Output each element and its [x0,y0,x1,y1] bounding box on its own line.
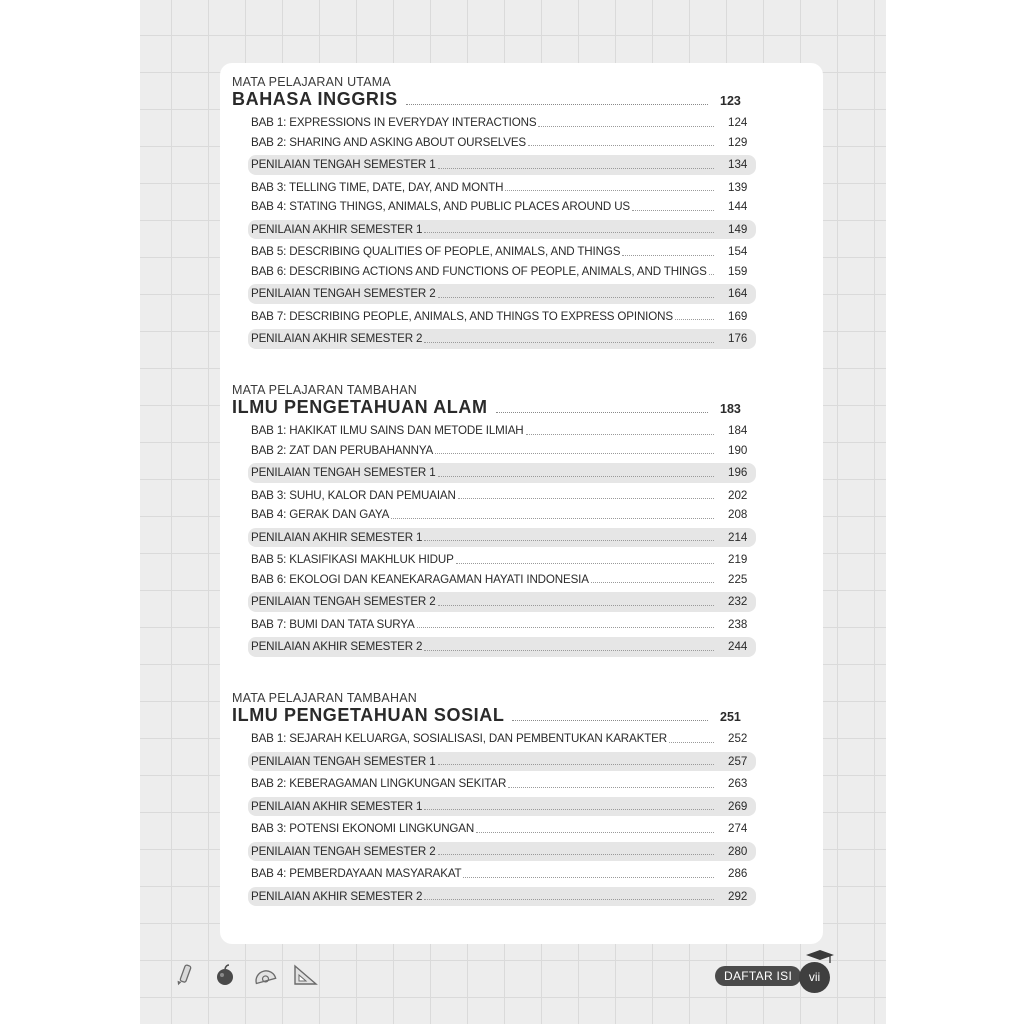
entry-title: PENILAIAN TENGAH SEMESTER 2 [251,844,436,858]
entry-page-number: 292 [728,889,748,903]
entry-title: BAB 2: ZAT DAN PERUBAHANNYA [251,443,434,457]
entry-title: BAB 1: EXPRESSIONS IN EVERYDAY INTERACTIONS [251,116,537,130]
entry-page-number: 202 [728,488,748,502]
toc-entry-chapter[interactable] [248,864,756,884]
dot-leader [632,210,714,211]
entry-title: BAB 6: DESCRIBING ACTIONS AND FUNCTIONS OF PEOPLE, ANIMALS, AND THINGS [251,264,707,278]
entry-title: BAB 7: DESCRIBING PEOPLE, ANIMALS, AND THINGS TO EXPRESS OPINIONS [251,309,673,323]
toc-entry-assessment[interactable] [248,329,756,349]
entry-title: PENILAIAN TENGAH SEMESTER 2 [251,287,436,301]
entry-title: PENILAIAN AKHIR SEMESTER 2 [251,889,423,903]
entry-title: BAB 3: TELLING TIME, DATE, DAY, AND MONTH [251,180,504,194]
protractor-icon [252,962,278,988]
entry-title: PENILAIAN TENGAH SEMESTER 2 [251,595,436,609]
dot-leader [508,787,714,788]
dot-leader [438,605,714,606]
section-heading [232,705,748,725]
entry-page-number: 124 [728,116,748,130]
toc-entry-chapter[interactable] [248,262,756,282]
toc-entry-assessment[interactable] [248,220,756,240]
entry-title: PENILAIAN TENGAH SEMESTER 1 [251,466,436,480]
dot-leader [424,809,714,810]
footer-label: DAFTAR ISI [715,966,801,986]
dot-leader [406,104,708,105]
entry-title: PENILAIAN AKHIR SEMESTER 1 [251,222,423,236]
toc-entry-chapter[interactable] [248,421,756,441]
entry-page-number: 280 [728,844,748,858]
entry-title: BAB 2: SHARING AND ASKING ABOUT OURSELVES [251,135,526,149]
entry-page-number: 159 [728,264,748,278]
dot-leader [458,498,714,499]
entry-page-number: 238 [728,617,748,631]
entry-page-number: 225 [728,572,748,586]
apple-icon [212,962,238,988]
toc-section [232,75,748,352]
dot-leader [391,518,714,519]
entry-page-number: 190 [728,443,748,457]
dot-leader [512,720,708,721]
dot-leader [438,297,714,298]
toc-entry-chapter[interactable] [248,570,756,590]
toc-entry-chapter[interactable] [248,505,756,525]
entry-page-number: 149 [728,222,748,236]
dot-leader [591,582,714,583]
dot-leader [675,319,714,320]
dot-leader [424,540,714,541]
entry-title: BAB 4: PEMBERDAYAAN MASYARAKAT [251,867,462,881]
set-square-icon [292,962,318,988]
dot-leader [424,650,714,651]
entry-title: PENILAIAN TENGAH SEMESTER 1 [251,158,436,172]
dot-leader [476,832,714,833]
dot-leader [456,563,714,564]
entry-title: PENILAIAN AKHIR SEMESTER 1 [251,799,423,813]
entry-title: BAB 5: KLASIFIKASI MAKHLUK HIDUP [251,553,454,567]
entry-page-number: 269 [728,799,748,813]
toc-entry-chapter[interactable] [248,729,756,749]
dot-leader [417,627,714,628]
toc-section [232,383,748,660]
entry-title: PENILAIAN AKHIR SEMESTER 1 [251,530,423,544]
entry-page-number: 274 [728,822,748,836]
toc-entry-chapter[interactable] [248,113,756,133]
toc-entry-assessment[interactable] [248,592,756,612]
toc-entry-chapter[interactable] [248,242,756,262]
entry-title: PENILAIAN AKHIR SEMESTER 2 [251,640,423,654]
toc-entry-assessment[interactable] [248,887,756,907]
toc-entry-chapter[interactable] [248,550,756,570]
dot-leader [438,168,714,169]
entry-page-number: 286 [728,867,748,881]
toc-section [232,691,748,909]
entry-page-number: 176 [728,332,748,346]
dot-leader [424,232,714,233]
section-title: BAHASA INGGRIS [232,89,398,109]
toc-entry-chapter[interactable] [248,819,756,839]
dot-leader [435,453,714,454]
toc-entry-assessment[interactable] [248,463,756,483]
entry-title: BAB 4: STATING THINGS, ANIMALS, AND PUBLIC PLACES AROUND US [251,200,630,214]
toc-entry-assessment[interactable] [248,842,756,862]
entry-title: BAB 6: EKOLOGI DAN KEANEKARAGAMAN HAYATI INDONESIA [251,572,589,586]
dot-leader [709,274,714,275]
entry-page-number: 232 [728,595,748,609]
entry-title: BAB 4: GERAK DAN GAYA [251,508,390,522]
toc-entry-chapter[interactable] [248,774,756,794]
entry-title: BAB 2: KEBERAGAMAN LINGKUNGAN SEKITAR [251,777,507,791]
toc-entry-chapter[interactable] [248,197,756,217]
toc-entry-chapter[interactable] [248,307,756,327]
toc-entry-chapter[interactable] [248,486,756,506]
entry-page-number: 164 [728,287,748,301]
dot-leader [528,145,714,146]
section-kicker: MATA PELAJARAN TAMBAHAN [232,691,417,705]
section-page-number: 123 [720,94,741,108]
dot-leader [538,126,714,127]
entry-page-number: 154 [728,245,748,259]
dot-leader [622,255,714,256]
toc-entry-chapter[interactable] [248,441,756,461]
entry-page-number: 244 [728,640,748,654]
toc-entry-chapter[interactable] [248,178,756,198]
entry-title: PENILAIAN TENGAH SEMESTER 1 [251,754,436,768]
entry-title: BAB 3: SUHU, KALOR DAN PEMUAIAN [251,488,456,502]
dot-leader [424,342,714,343]
toc-entry-chapter[interactable] [248,133,756,153]
entry-title: BAB 3: POTENSI EKONOMI LINGKUNGAN [251,822,475,836]
toc-entry-assessment[interactable] [248,797,756,817]
entry-page-number: 144 [728,200,748,214]
toc-entry-assessment[interactable] [248,752,756,772]
dot-leader [505,190,714,191]
dot-leader [438,854,714,855]
dot-leader [438,764,714,765]
toc-entry-assessment[interactable] [248,284,756,304]
section-title: ILMU PENGETAHUAN ALAM [232,397,488,417]
section-heading [232,397,748,417]
entry-page-number: 214 [728,530,748,544]
entry-page-number: 208 [728,508,748,522]
table-of-contents-card [220,63,823,944]
footer-icons [172,962,318,988]
dot-leader [496,412,708,413]
entry-title: PENILAIAN AKHIR SEMESTER 2 [251,332,423,346]
dot-leader [669,742,714,743]
entry-page-number: 257 [728,754,748,768]
entry-page-number: 263 [728,777,748,791]
entry-page-number: 129 [728,135,748,149]
entry-title: BAB 7: BUMI DAN TATA SURYA [251,617,415,631]
section-title: ILMU PENGETAHUAN SOSIAL [232,705,505,725]
entry-page-number: 219 [728,553,748,567]
entry-page-number: 196 [728,466,748,480]
section-kicker: MATA PELAJARAN TAMBAHAN [232,383,417,397]
entry-page-number: 184 [728,424,748,438]
entry-page-number: 252 [728,732,748,746]
section-page-number: 251 [720,710,741,724]
toc-entry-assessment[interactable] [248,528,756,548]
entry-title: BAB 5: DESCRIBING QUALITIES OF PEOPLE, ANIMALS, AND THINGS [251,245,621,259]
dot-leader [463,877,714,878]
section-heading [232,89,748,109]
dot-leader [526,434,714,435]
entry-page-number: 169 [728,309,748,323]
section-kicker: MATA PELAJARAN UTAMA [232,75,391,89]
pencil-icon [172,962,198,988]
entry-title: BAB 1: HAKIKAT ILMU SAINS DAN METODE ILMIAH [251,424,524,438]
dot-leader [424,899,714,900]
entry-title: BAB 1: SEJARAH KELUARGA, SOSIALISASI, DAN PEMBENTUKAN KARAKTER [251,732,667,746]
toc-entry-assessment[interactable] [248,155,756,175]
dot-leader [438,476,714,477]
page-number-badge: vii [799,962,830,993]
entry-page-number: 134 [728,158,748,172]
entry-page-number: 139 [728,180,748,194]
toc-entry-assessment[interactable] [248,637,756,657]
section-page-number: 183 [720,402,741,416]
toc-entry-chapter[interactable] [248,615,756,635]
